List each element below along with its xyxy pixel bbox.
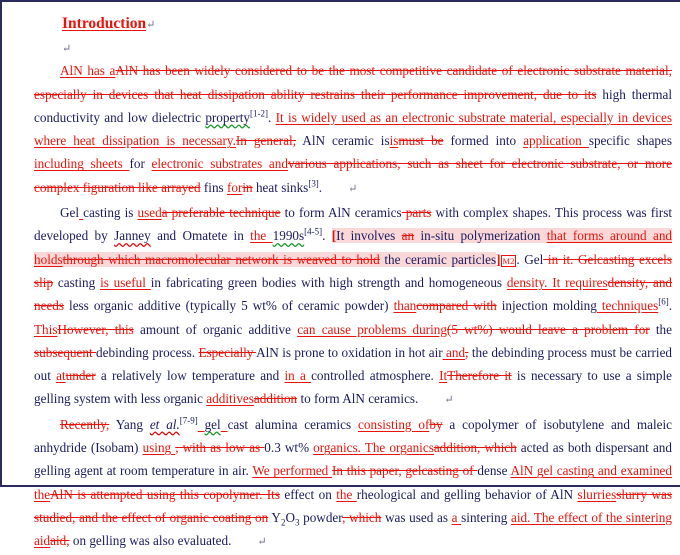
tracked-deletion: density, and needs xyxy=(34,274,673,314)
tracked-insertion: aid. The effect of the sintering aid xyxy=(34,509,672,549)
tracked-insertion: We performed xyxy=(252,463,333,479)
citation-superscript: [1-2] xyxy=(250,108,268,119)
tracked-insertion: in a xyxy=(284,368,312,384)
text-run: Yang xyxy=(109,416,150,432)
text-run: in fabricating green bodies with high strength and homogeneous xyxy=(150,274,507,290)
tracked-insertion: used xyxy=(137,205,162,221)
text-run: . xyxy=(267,109,276,125)
tracked-insertion: application xyxy=(523,133,589,149)
tracked-deletion: (5 wt%) would leave a problem for xyxy=(446,321,650,337)
text-run: O xyxy=(285,509,295,525)
citation-superscript: [7-9] xyxy=(179,415,198,426)
page-title: Introduction xyxy=(62,15,147,32)
tracked-deletion: In general, xyxy=(235,133,297,149)
text-run: . xyxy=(322,228,332,244)
tracked-deletion: AlN has been widely considered to be the most competitive candidate of electronic substrate material, especially in devices that heat dissipation ability restrains their performance improvement, due to its xyxy=(34,63,672,102)
text-run: is necessary to use a simple gelling system with less organic xyxy=(34,368,672,407)
text-run: injection molding xyxy=(496,298,597,314)
tracked-insertion: and xyxy=(442,344,466,360)
comment-range-end-bracket: ] xyxy=(496,251,501,267)
text-run: less organic additive (typically 5 wt% of ceramic powder) xyxy=(64,298,394,314)
tracked-deletion: , with as low as xyxy=(175,440,265,456)
text-run: . xyxy=(318,179,323,195)
tracked-deletion: by xyxy=(429,416,443,432)
text-run: a copolymer of isobutylene and maleic anhydride (Isobam) xyxy=(34,416,672,456)
text-run: sintering xyxy=(461,509,511,525)
grammar-flagged-word: 1990s xyxy=(272,228,305,244)
text-run: debinding process. xyxy=(96,344,199,360)
tracked-deletion: aid, xyxy=(50,533,70,549)
tracked-deletion: in it. Gelcasting excels slip xyxy=(34,251,672,290)
tracked-insertion: including sheets xyxy=(34,156,130,172)
text-run: fins xyxy=(200,179,227,195)
text-run: to form AlN ceramics. xyxy=(297,391,419,407)
tracked-insertion: additives xyxy=(206,391,254,407)
tracked-deletion: , which xyxy=(342,509,382,525)
text-run: casting is xyxy=(83,205,138,221)
tracked-insertion: AlN gel casting and examined the xyxy=(34,463,672,502)
tracked-deletion: slurry was studied, and the effect of organic coating on xyxy=(34,486,672,525)
tracked-deletion: under xyxy=(65,368,96,384)
tracked-insertion: density. It requires xyxy=(506,274,608,290)
commented-deletion: through which macromolecular network is weaved to hold xyxy=(62,251,380,267)
tracked-insertion xyxy=(198,417,205,432)
text-run: Gel xyxy=(60,205,80,221)
text-run: AlN ceramic is xyxy=(296,133,390,149)
tracked-insertion: for xyxy=(226,179,243,195)
comment-range-start-bracket: [ xyxy=(331,228,337,244)
text-run: . xyxy=(668,298,672,314)
commented-text: the ceramic particles xyxy=(379,251,497,267)
grammar-flagged-word: gel xyxy=(204,416,221,432)
text-run: to form AlN ceramics xyxy=(280,205,402,221)
tracked-insertion: electronic substrates and xyxy=(151,156,288,172)
grammar-flagged-word: property xyxy=(205,109,250,125)
tracked-insertion: It xyxy=(439,368,448,384)
tracked-insertion: a xyxy=(451,509,462,525)
tracked-deletion: various applications, such as sheet for electronic substrate, or more complex figuration like arrayed xyxy=(34,156,672,195)
tracked-deletion: Especially xyxy=(198,344,257,360)
text-run: casting xyxy=(53,274,101,290)
text-run: on gelling was also evaluated. xyxy=(69,533,232,549)
tracked-deletion: Therefore it xyxy=(447,368,512,384)
tracked-deletion: In this paper, gelcasting of xyxy=(332,463,478,479)
commented-deletion: an xyxy=(401,228,415,244)
commented-text: in-situ polymerization xyxy=(414,228,547,244)
paragraph-3[interactable] xyxy=(34,413,672,555)
paragraph-mark-icon: ↵ xyxy=(257,536,267,549)
tracked-insertion: using xyxy=(142,440,176,456)
tracked-insertion: is xyxy=(389,133,399,149)
tracked-deletion: , xyxy=(465,344,469,360)
text-run: dense xyxy=(477,463,511,479)
text-run: with complex shapes. This process was first developed by xyxy=(34,205,672,244)
tracked-insertion: organics. The organics xyxy=(313,440,434,456)
tracked-insertion: the xyxy=(250,228,273,244)
paragraph-mark-icon: ↵ xyxy=(348,182,358,195)
text-run: amount of organic additive xyxy=(133,321,298,337)
text-run: controlled atmosphere. xyxy=(311,368,440,384)
tracked-deletion: subsequent xyxy=(34,344,97,360)
text-run: 0.3 wt% xyxy=(264,440,314,456)
tracked-deletion: compared with xyxy=(416,298,497,314)
tracked-deletion: parts xyxy=(401,205,432,221)
text-run: Y xyxy=(268,509,281,525)
tracked-insertion: It is widely used as an electronic substrate material, especially in devices where heat dissipation is necessary. xyxy=(34,109,673,149)
text-run: specific shapes xyxy=(588,133,672,149)
tracked-insertion: than xyxy=(393,298,417,314)
tracked-deletion: Recently, xyxy=(60,416,110,432)
text-run: effect on xyxy=(279,486,337,502)
text-run: high thermal conductivity and low dielectric xyxy=(34,86,672,125)
text-run: the debinding process must be carried out xyxy=(34,344,673,384)
chemical-subscript: 2 xyxy=(280,517,286,528)
text-run: the xyxy=(649,321,673,337)
text-run: rheological and gelling behavior of AlN xyxy=(356,486,578,502)
italic-text-run: et al. xyxy=(149,416,180,432)
paragraph-mark-icon: ↵ xyxy=(444,394,454,407)
tracked-deletion: a preferable technique xyxy=(161,205,281,221)
tracked-insertion: is useful xyxy=(100,274,151,290)
paragraph-2[interactable] xyxy=(34,201,672,413)
paragraph-1[interactable] xyxy=(34,59,672,201)
tracked-insertion: This xyxy=(34,321,58,337)
tracked-deletion: However, this xyxy=(57,321,134,337)
text-run: formed into xyxy=(443,133,524,149)
commented-text: It involves xyxy=(336,228,402,244)
empty-paragraph xyxy=(62,37,672,59)
citation-superscript: [3] xyxy=(308,178,319,189)
chemical-subscript: 3 xyxy=(294,517,300,528)
text-run: heat sinks xyxy=(252,179,309,195)
document-body[interactable] xyxy=(12,2,680,549)
text-run: a relatively low temperature and xyxy=(95,368,285,384)
heading-line xyxy=(34,8,672,37)
tracked-insertion: techniques xyxy=(596,298,659,314)
tracked-deletion: addition, which xyxy=(433,440,517,456)
tracked-insertion: slurries xyxy=(577,486,617,502)
text-run: acted as both dispersant and gelling agent at room temperature in air. xyxy=(34,440,672,479)
text-run: AlN is prone to oxidation in hot air xyxy=(256,344,443,360)
tracked-insertion: the xyxy=(336,486,357,502)
text-run: cast alumina ceramics xyxy=(227,416,359,432)
paragraph-mark-icon: ↵ xyxy=(62,43,72,56)
misspelled-word: Janney xyxy=(114,228,151,244)
comment-reference-marker[interactable]: M2 xyxy=(502,255,515,266)
tracked-insertion: can cause problems during xyxy=(297,321,447,337)
tracked-deletion: addition xyxy=(253,391,298,407)
text-run: powder xyxy=(299,509,343,525)
text-run: for xyxy=(129,156,152,172)
tracked-insertion: at xyxy=(56,368,66,384)
text-run: . Gel xyxy=(516,251,544,267)
commented-insertion: that forms around and holds xyxy=(34,228,673,267)
text-run: was used as xyxy=(381,509,452,525)
text-run: and Omatete in xyxy=(150,228,251,244)
citation-superscript: [6] xyxy=(658,296,669,307)
tracked-deletion: AlN is attempted using this copolymer. Its xyxy=(50,486,280,502)
tracked-insertion: consisting of xyxy=(358,416,430,432)
paragraph-mark-icon: ↵ xyxy=(146,19,156,31)
citation-superscript: [4-5] xyxy=(304,226,323,237)
tracked-insertion: AlN has a xyxy=(60,63,116,79)
tracked-deletion: in xyxy=(242,179,253,195)
tracked-deletion: must be xyxy=(398,133,444,149)
tracked-insertion xyxy=(221,417,228,432)
